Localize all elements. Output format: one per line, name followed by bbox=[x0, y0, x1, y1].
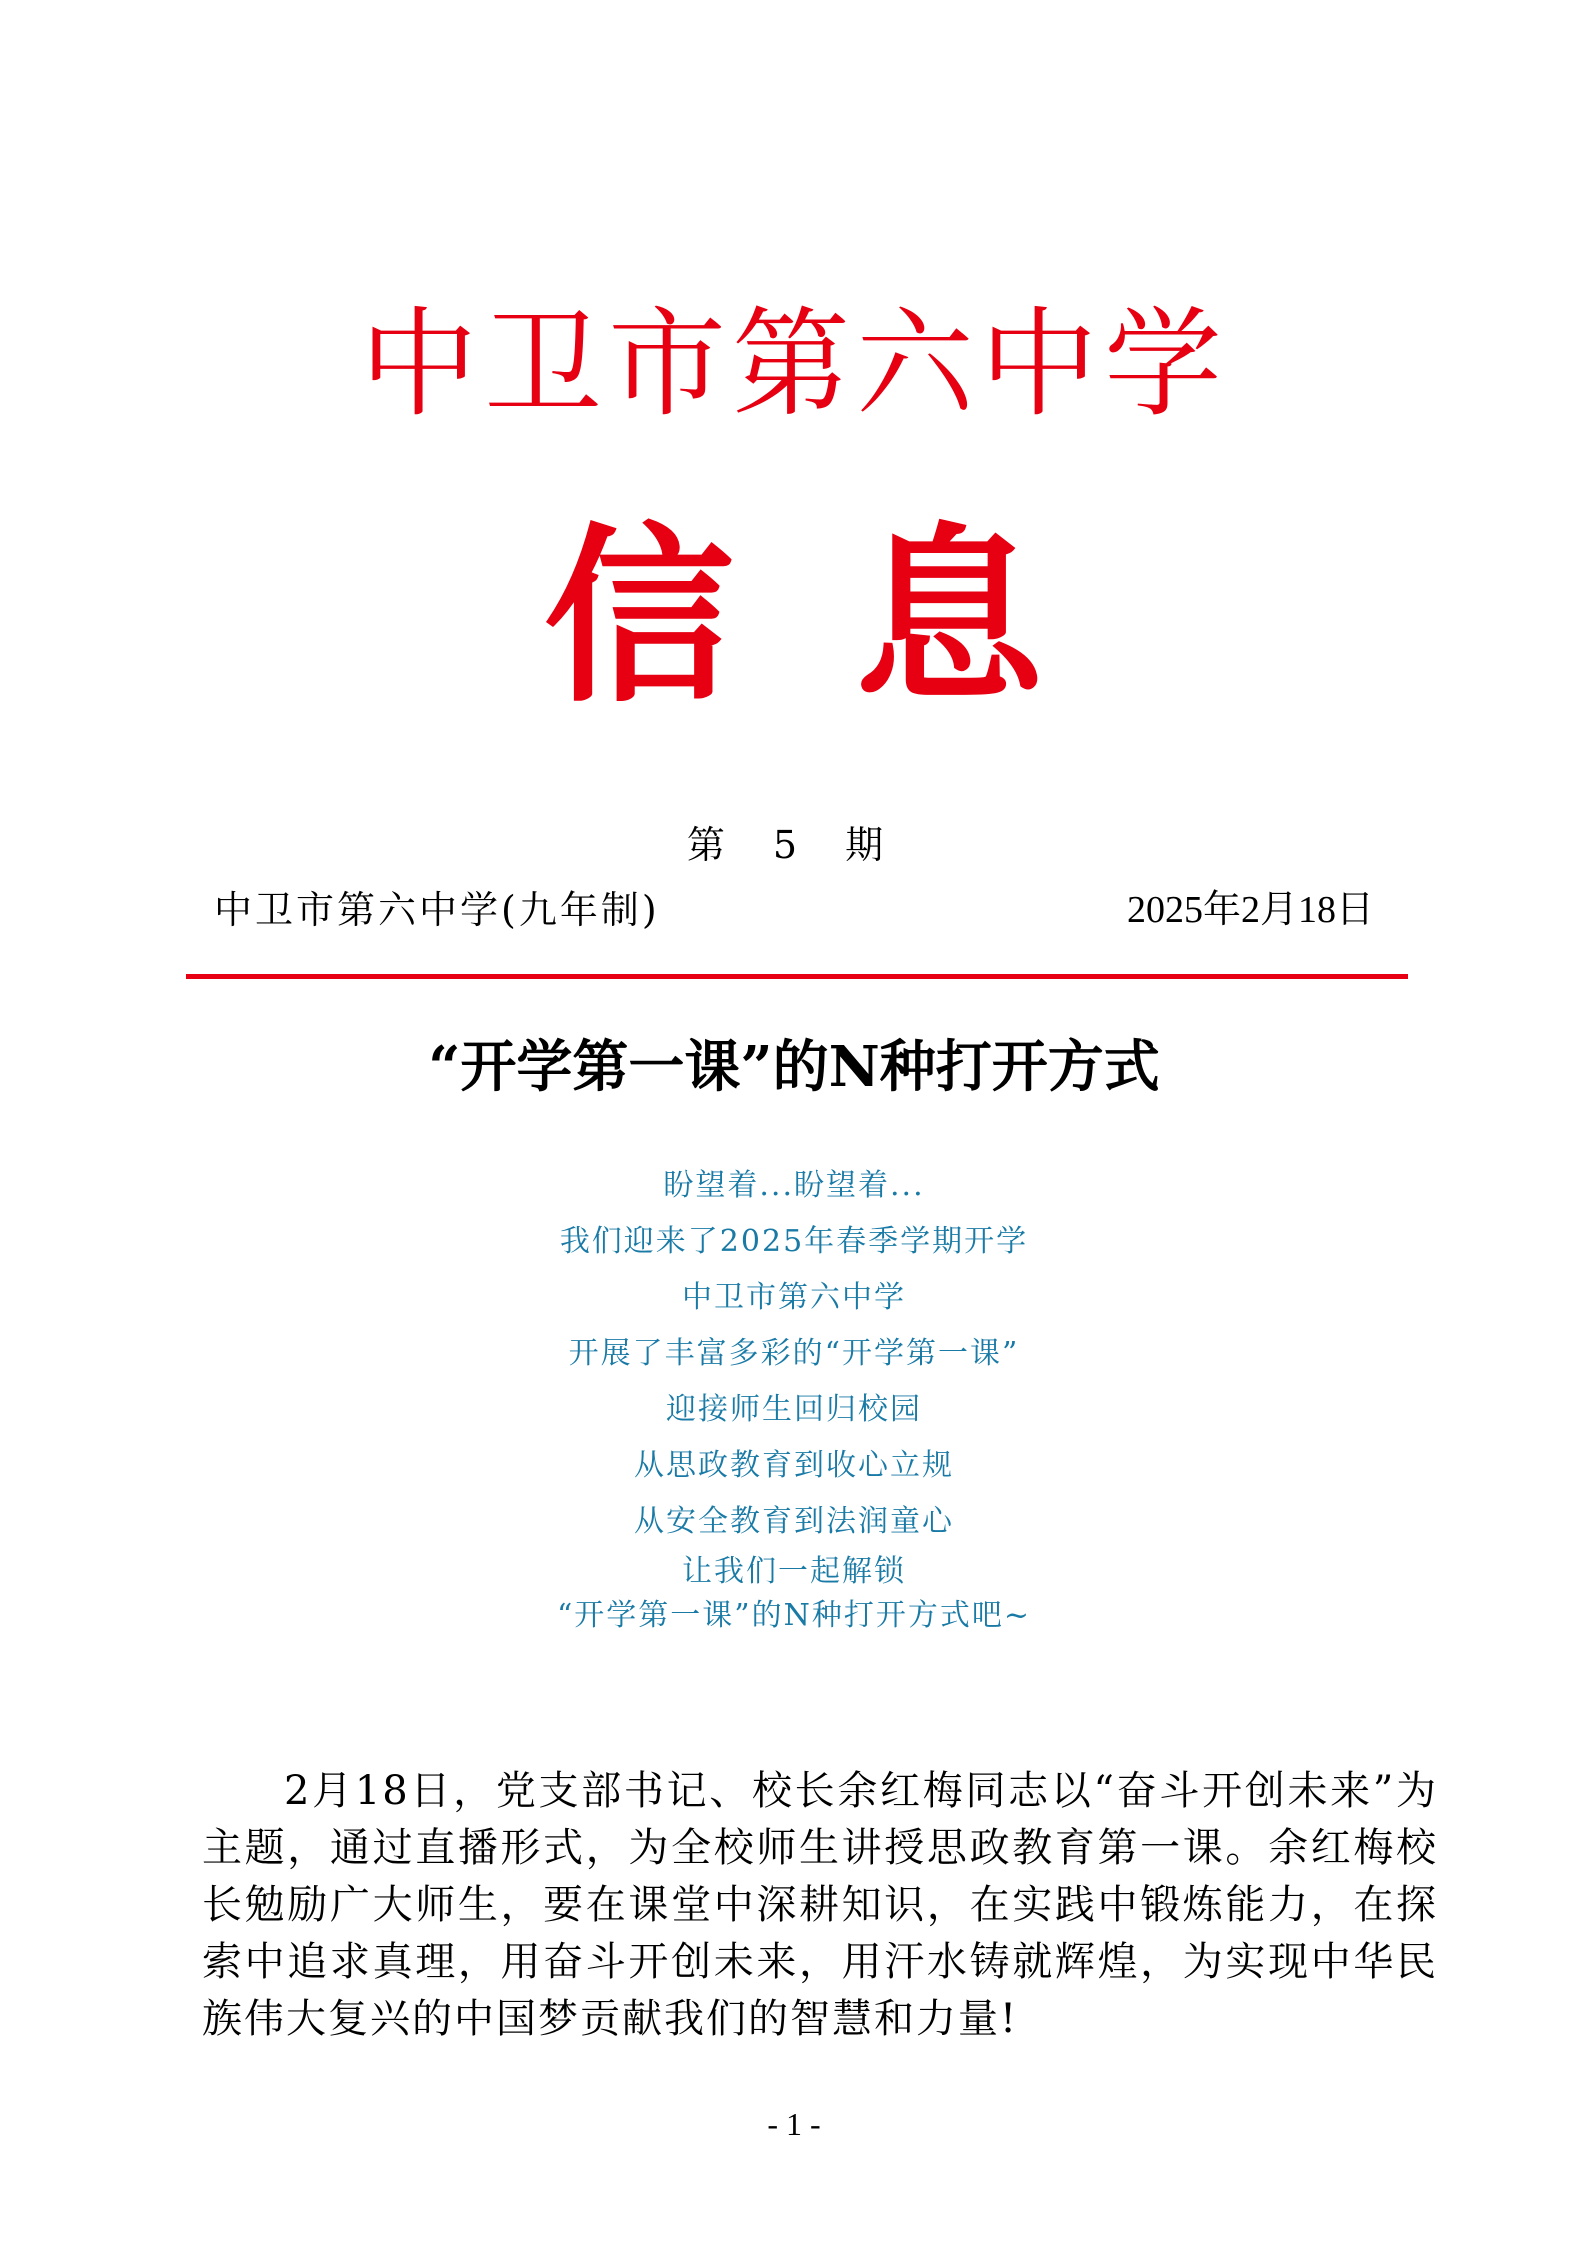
red-divider bbox=[186, 974, 1408, 979]
masthead-title: 中卫市第六中学 bbox=[359, 295, 1228, 433]
intro-line: 迎接师生回归校园 bbox=[666, 1392, 922, 1427]
article-title: “开学第一课”的N种打开方式 bbox=[428, 1034, 1160, 1100]
masthead-info bbox=[0, 505, 1588, 728]
meta-row bbox=[214, 888, 1374, 934]
intro-line: 从思政教育到收心立规 bbox=[634, 1448, 954, 1483]
intro-line: 中卫市第六中学 bbox=[682, 1280, 906, 1315]
publish-date: 2025年2月18日 bbox=[1126, 889, 1374, 931]
intro-poem bbox=[0, 1158, 1588, 1638]
intro-line: 我们迎来了2025年春季学期开学 bbox=[559, 1224, 1029, 1259]
issue-number: 第 5 期 bbox=[686, 823, 902, 867]
masthead-info-char-1: 信 bbox=[543, 505, 734, 728]
intro-line: “开学第一课”的N种打开方式吧~ bbox=[556, 1598, 1032, 1633]
page-number: - 1 - bbox=[767, 2106, 821, 2142]
article-body: 2月18日，党支部书记、校长余红梅同志以“奋斗开创未来”为主题，通过直播形式，为全校师生讲授思政教育第一课。余红梅校长勉励广大师生，要在课堂中深耕知识，在实践中锻炼能力，在探索中追求真理，用奋斗开创未来，用汗水铸就辉煌，为实现中华民族伟大复兴的中国梦贡献我们的智慧和力量! bbox=[202, 1768, 1438, 2042]
publisher-name: 中卫市第六中学(九年制) bbox=[214, 888, 660, 932]
masthead-info-char-2: 息 bbox=[854, 505, 1045, 728]
intro-line: 让我们一起解锁 bbox=[682, 1554, 906, 1589]
intro-line: 从安全教育到法润童心 bbox=[634, 1504, 954, 1539]
intro-line: 盼望着...盼望着... bbox=[663, 1168, 925, 1203]
intro-line: 开展了丰富多彩的“开学第一课” bbox=[568, 1336, 1020, 1371]
